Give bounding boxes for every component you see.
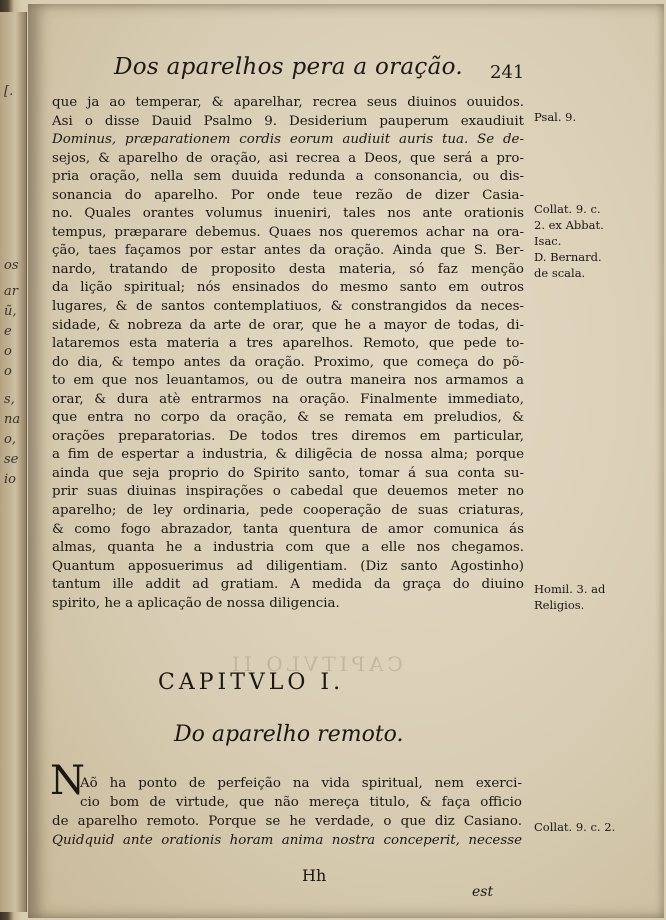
left-fragment: s, (4, 392, 15, 407)
text-line: Quidquid ante orationis horam anima nostra conceperit, necesse (52, 833, 522, 848)
text-line: to em que nos leuantamos, ou de outra maneira nos armamos a (52, 373, 524, 389)
book-page (28, 4, 664, 918)
chapter-heading: CAPITVLO I. (158, 670, 345, 695)
signature-mark: Hh (302, 866, 327, 885)
text-line: sidade, & nobreza da arte de orar, que he a mayor de todas, di- (52, 317, 524, 333)
left-fragment: ar (4, 284, 18, 299)
text-line: Dominus, præparationem cordis eorum audiuit auris tua. Se de- (52, 132, 524, 148)
text-line: Quantum apposuerimus ad diligentiam. (Diz santo Agostinho) (52, 558, 524, 574)
left-fragment: o (4, 344, 12, 359)
text-line: aparelho; de ley ordinaria, pede cooperação de suas criaturas, (52, 503, 524, 519)
left-fragment: ũ, (4, 304, 17, 319)
text-line: que entra no corpo da oração, & se remata em preludios, & (52, 410, 524, 426)
left-fragment: o (4, 364, 12, 379)
bleed-through-text: CAPITVLO II (228, 652, 403, 676)
text-line: que ja ao temperar, & aparelhar, recrea seus diuinos ouuidos. (52, 95, 524, 110)
text-line: prir suas diuinas inspirações o cabedal que deuemos meter no (52, 484, 524, 500)
margin-note-collat: Isac. (534, 234, 562, 248)
text-line: no. Quales orantes volumus inueniri, tales nos ante orationis (52, 206, 524, 222)
text-line: almas, quanta he a industria com que a elle nos chegamos. (52, 540, 524, 556)
left-fragment: se (4, 452, 19, 467)
margin-note-bottom: Collat. 9. c. 2. (534, 820, 616, 834)
left-fragment: os (4, 258, 19, 273)
margin-note-bernard: D. Bernard. (534, 250, 602, 264)
text-line: de aparelho remoto. Porque se he verdade, o que diz Casiano. (52, 814, 522, 829)
text-line: Aõ ha ponto de perfeição na vida spiritual, nem exerci- (80, 776, 522, 791)
page-number: 241 (490, 62, 525, 83)
text-line: sonancia do aparelho. Por onde teue rezão de dizer Casia- (52, 187, 524, 203)
catchword: est (472, 884, 494, 900)
text-line: a fim de espertar a industria, & diligẽcia de nossa alma; porque (52, 447, 524, 463)
text-line: tantum ille addit ad gratiam. A medida da graça do diuino (52, 577, 524, 593)
text-line: Asi o disse Dauid Psalmo 9. Desiderium pauperum exaudiuit (52, 113, 524, 129)
text-line: ção, taes façamos por estar antes da oração. Ainda que S. Ber- (52, 243, 524, 259)
text-line: da lição spiritual; nós ensinados do mesmo santo em outros (52, 280, 524, 296)
margin-note-homil: Religios. (534, 598, 585, 612)
drop-cap: N (50, 758, 85, 804)
text-line: orar, & dura atè entrarmos na oração. Finalmente immediato, (52, 391, 524, 407)
text-line: & como fogo abrazador, tanta quentura de amor comunica ás (52, 521, 524, 537)
text-line: tempus, præparare debemus. Quaes nos queremos achar na ora- (52, 224, 524, 240)
text-line: sejos, & aparelho de oração, asi recrea a Deos, que será a pro- (52, 150, 524, 166)
text-line: orações preparatorias. De todos tres diremos em particular, (52, 428, 524, 444)
margin-note-homil: Homil. 3. ad (534, 582, 606, 596)
left-page-edge (0, 12, 27, 912)
text-line: lataremos esta materia a tres aparelhos. Remoto, que pede to- (52, 336, 524, 352)
margin-note-psalm: Psal. 9. (534, 110, 577, 124)
left-fragment: [. (4, 84, 14, 99)
text-line: cio bom de virtude, que não mereça titulo, & faça officio (80, 795, 522, 810)
running-head: Dos aparelhos pera a oração. (114, 54, 463, 80)
text-line: ainda que seja proprio do Spirito santo, tomar á sua conta su- (52, 465, 524, 481)
text-line: lugares, & de santos contemplatiuos, & constrangidos da neces- (52, 299, 524, 315)
second-paragraph (52, 774, 522, 850)
section-title: Do aparelho remoto. (174, 722, 404, 747)
left-fragment: o, (4, 432, 16, 447)
left-fragment: e (4, 324, 12, 339)
margin-note-collat: 2. ex Abbat. (534, 218, 604, 232)
left-fragment: io (4, 472, 16, 487)
margin-note-bernard: de scala. (534, 266, 586, 280)
margin-note-collat: Collat. 9. c. (534, 202, 601, 216)
main-paragraph (52, 94, 524, 613)
left-fragment: na (4, 412, 21, 427)
text-line: spirito, he a aplicação de nossa diligencia. (52, 595, 340, 611)
text-line: nardo, tratando de proposito desta materia, só faz menção (52, 261, 524, 277)
text-line: do dia, & tempo antes da oração. Proximo, que começa do põ- (52, 354, 524, 370)
text-line: pria oração, nella sem duuida redunda a consonancia, ou dis- (52, 169, 524, 185)
